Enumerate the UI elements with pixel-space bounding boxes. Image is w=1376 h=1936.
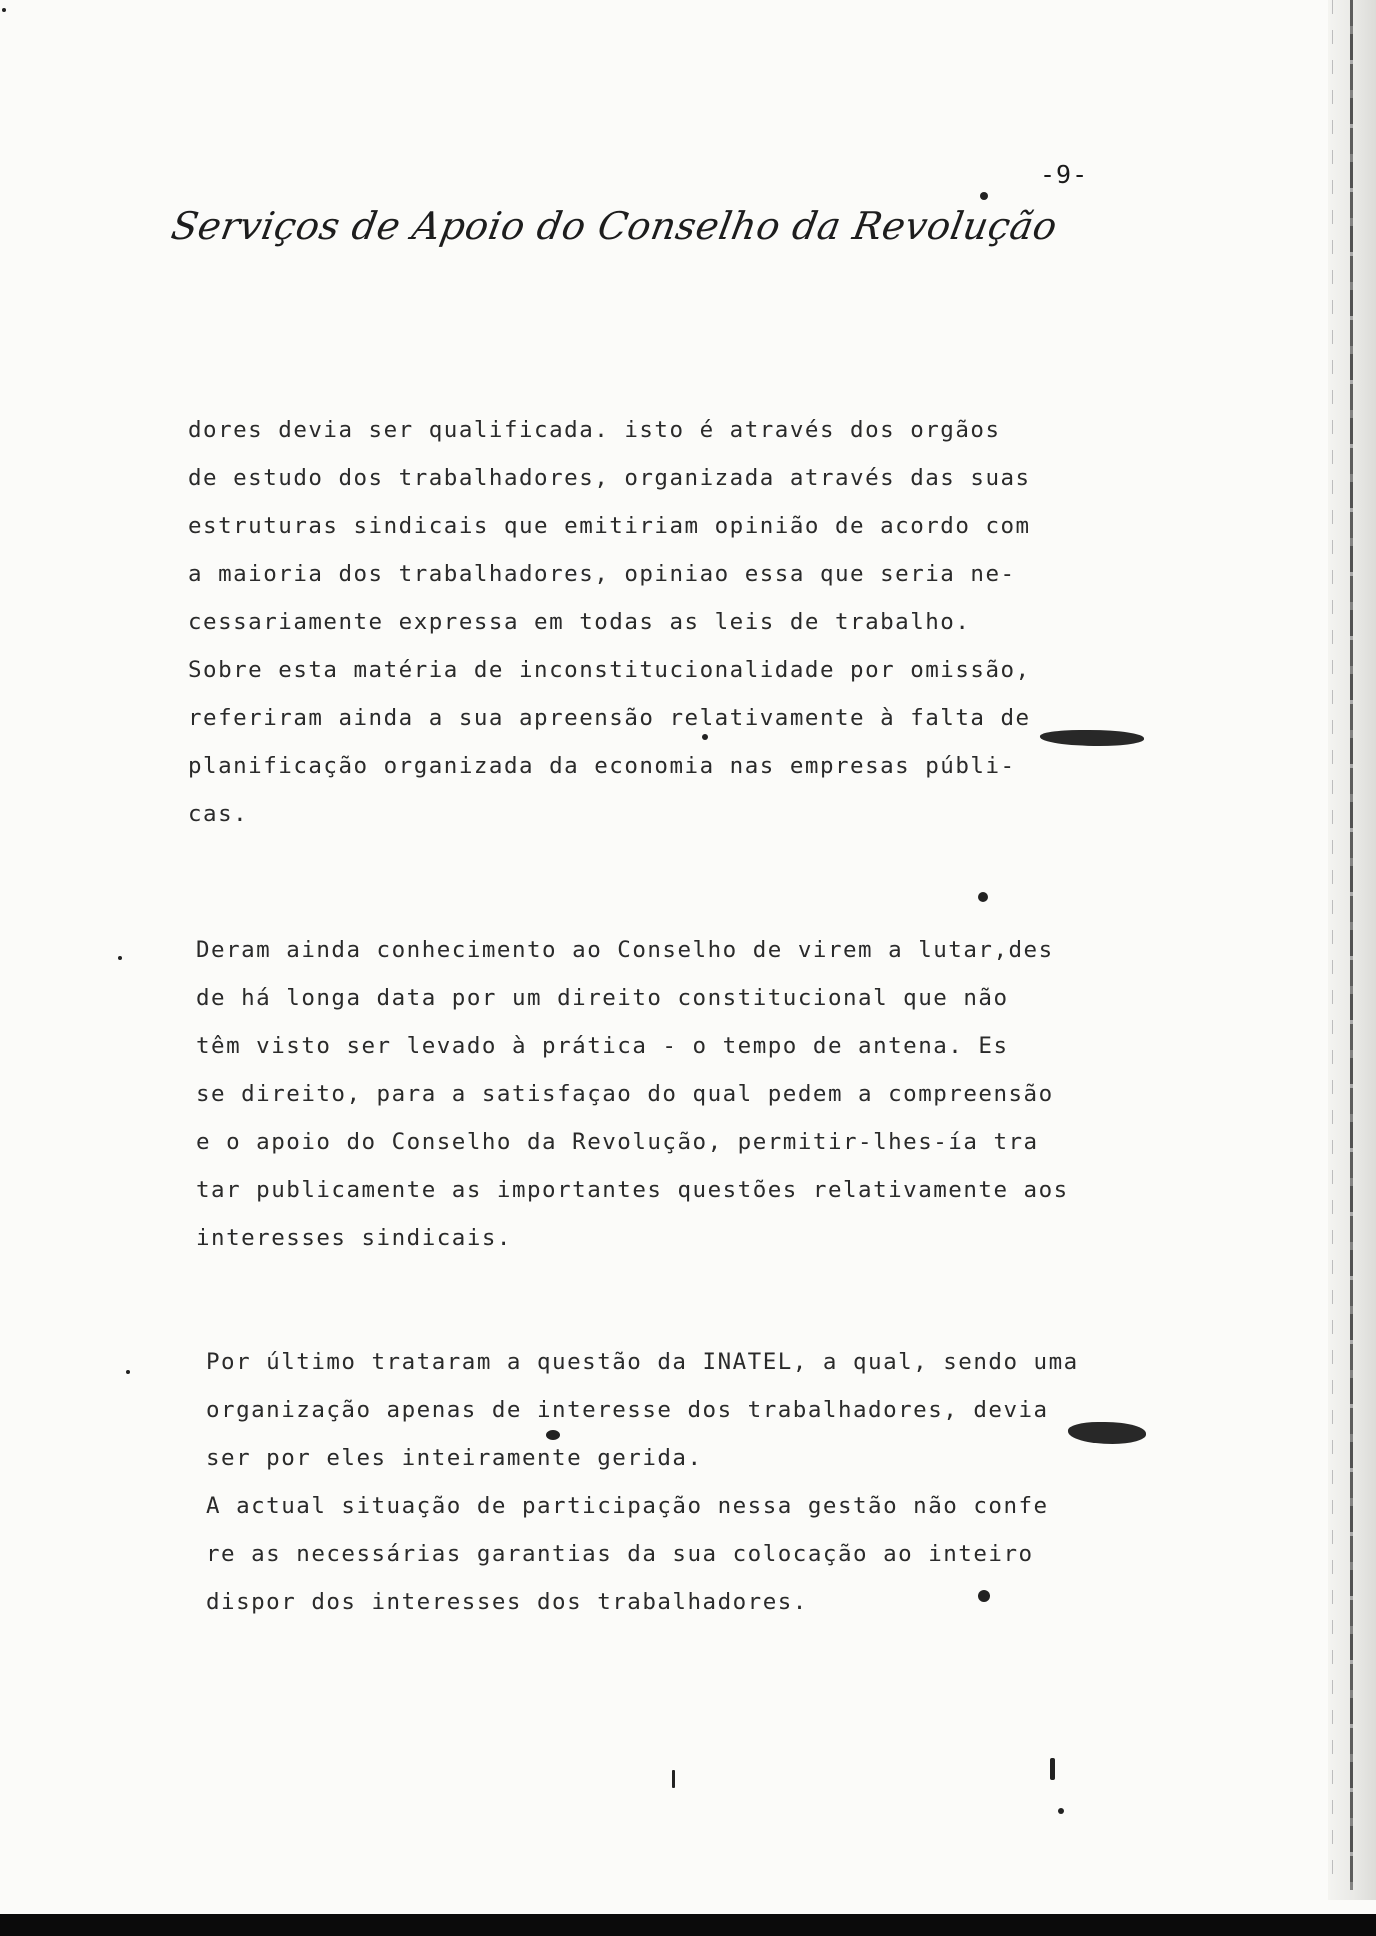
text-line: interesses sindicais. <box>196 1225 512 1251</box>
text-line: cessariamente expressa em todas as leis de trabalho. <box>188 609 971 635</box>
text-line: ser por eles inteiramente gerida. <box>206 1445 703 1471</box>
text-line: Por último trataram a questão da INATEL, a qual, sendo uma <box>206 1349 1079 1375</box>
ink-speck <box>546 1430 560 1440</box>
ink-smudge <box>1040 730 1144 746</box>
scan-bottom-border <box>0 1914 1376 1936</box>
text-line: Sobre esta matéria de inconstitucionalidade por omissão, <box>188 657 1031 683</box>
page-number: -9- <box>1040 160 1089 189</box>
ink-speck <box>980 192 988 200</box>
text-line: têm visto ser levado à prática - o tempo de antena. Es <box>196 1033 1009 1059</box>
binding-edge-shadow <box>1332 0 1333 1890</box>
text-line: dores devia ser qualificada. isto é através dos orgãos <box>188 417 1001 443</box>
text-line: cas. <box>188 801 249 827</box>
text-line: A actual situação de participação nessa gestão não confe <box>206 1493 1049 1519</box>
text-line: referiram ainda a sua apreensão relativamente à falta de <box>188 705 1031 731</box>
text-line: dispor dos interesses dos trabalhadores. <box>206 1589 808 1615</box>
text-line: de estudo dos trabalhadores, organizada através das suas <box>188 465 1031 491</box>
ink-smudge <box>1068 1422 1146 1444</box>
ink-speck <box>978 1590 990 1602</box>
binding-edge-line <box>1350 0 1353 1890</box>
text-line: re as necessárias garantias da sua colocação ao inteiro <box>206 1541 1034 1567</box>
scanned-page-edge <box>1328 0 1376 1900</box>
paragraph-1 <box>188 406 1031 838</box>
text-line: Deram ainda conhecimento ao Conselho de virem a lutar,des <box>196 937 1054 963</box>
paragraph-3 <box>206 1338 1079 1626</box>
text-line: de há longa data por um direito constitucional que não <box>196 985 1009 1011</box>
text-line: tar publicamente as importantes questões relativamente aos <box>196 1177 1069 1203</box>
text-line: e o apoio do Conselho da Revolução, permitir-lhes-ía tra <box>196 1129 1039 1155</box>
text-line: organização apenas de interesse dos trabalhadores, devia <box>206 1397 1049 1423</box>
margin-dot <box>126 1370 130 1374</box>
text-line: estruturas sindicais que emitiriam opinião de acordo com <box>188 513 1031 539</box>
ink-speck <box>702 734 708 740</box>
ink-speck <box>1050 1758 1055 1780</box>
paragraph-2 <box>196 926 1069 1262</box>
ink-speck <box>672 1770 675 1788</box>
text-line: se direito, para a satisfaçao do qual pedem a compreensão <box>196 1081 1054 1107</box>
ink-speck <box>978 892 988 902</box>
corner-dot <box>2 8 6 12</box>
margin-dot <box>118 956 122 960</box>
letterhead-title: Serviços de Apoio do Conselho da Revolução <box>168 204 1061 248</box>
ink-speck <box>1058 1808 1064 1814</box>
text-line: a maioria dos trabalhadores, opiniao essa que seria ne- <box>188 561 1016 587</box>
text-line: planificação organizada da economia nas empresas públi- <box>188 753 1016 779</box>
